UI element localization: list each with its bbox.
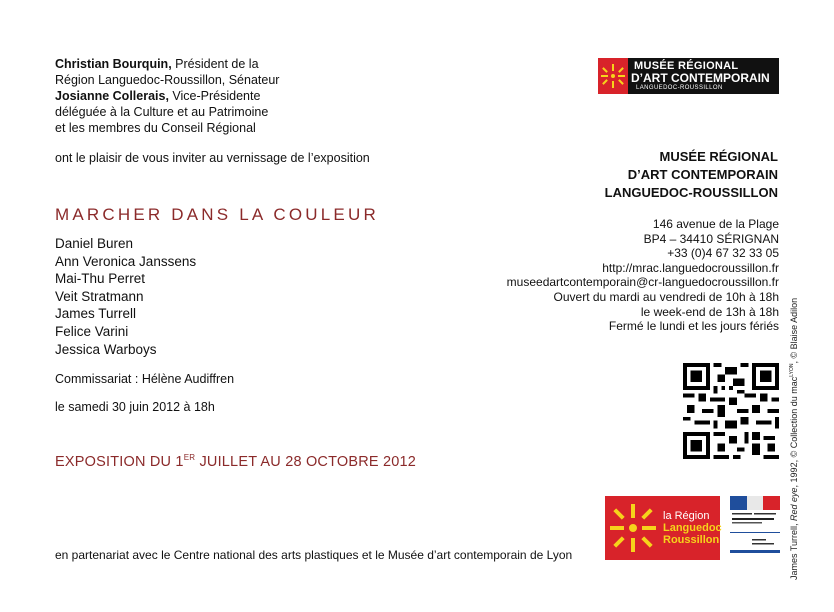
credit-prefix: James Turrell, [789, 520, 799, 580]
artist-item: Veit Stratmann [55, 288, 144, 304]
artist-item: Felice Varini [55, 323, 129, 339]
hosts-block [55, 56, 279, 136]
region-line-3: Roussillon [663, 534, 720, 546]
partnership-text: en partenariat avec le Centre national des arts plastiques et le Musée d’art contemporain de Lyon [55, 548, 573, 562]
museum-name-line: D’ART CONTEMPORAIN [627, 167, 778, 182]
postal-line: BP4 – 34410 SÉRIGNAN [643, 231, 779, 246]
dates-sup: ER [183, 453, 196, 462]
hours-line: Fermé le lundi et les jours fériés [608, 319, 779, 334]
host-line-5: et les membres du Conseil Régional [55, 121, 256, 135]
address-line: 146 avenue de la Plage [652, 217, 779, 231]
host-line-1 [55, 56, 279, 72]
sun-cross-icon [598, 58, 628, 94]
region-logo [605, 496, 720, 560]
logo-line-1: MUSÉE RÉGIONAL [634, 60, 739, 72]
qr-code-icon[interactable] [683, 363, 779, 459]
logo-line-2: D’ART CONTEMPORAIN [631, 71, 770, 85]
region-line-1: la Région [663, 510, 710, 522]
credit-sup: LYON [789, 363, 795, 377]
host-line-4: déléguée à la Culture et au Patrimoine [55, 105, 269, 119]
museum-name-line: MUSÉE RÉGIONAL [659, 149, 778, 164]
opening-date: le samedi 30 juin 2012 à 18h [55, 400, 215, 414]
artist-item: James Turrell [55, 306, 137, 322]
hours-line: le week-end de 13h à 18h [640, 304, 779, 319]
website-link[interactable]: http://mrac.languedocroussillon.fr [602, 260, 779, 275]
email-link[interactable]: museedartcontemporain@cr-languedocroussillon.fr [506, 275, 779, 290]
logo-line-3: LANGUEDOC-ROUSSILLON [636, 85, 723, 91]
contact-block [507, 217, 779, 334]
phone-line: +33 (0)4 67 32 33 05 [667, 246, 779, 261]
host-line-3 [55, 88, 279, 104]
exhibition-title: MARCHER DANS LA COULEUR [55, 205, 379, 224]
artist-item: Daniel Buren [55, 236, 134, 251]
dates-suffix: JUILLET AU 28 OCTOBRE 2012 [195, 454, 417, 470]
artist-item: Jessica Warboys [55, 341, 157, 357]
museum-name [605, 148, 778, 202]
artist-item: Mai-Thu Perret [55, 271, 146, 287]
photo-credit [789, 260, 803, 580]
marianne-flag-icon [730, 496, 780, 560]
host-role: Président de la [171, 57, 259, 71]
artist-item: Ann Veronica Janssens [55, 253, 197, 269]
region-wordmark [663, 510, 722, 546]
host-name-bourquin: Christian Bourquin, [55, 57, 172, 71]
museum-logo [598, 58, 779, 94]
credit-work-title: Red eye [789, 487, 799, 521]
museum-name-line: LANGUEDOC-ROUSSILLON [604, 185, 778, 200]
dates-prefix: EXPOSITION DU 1 [55, 454, 184, 470]
host-line-2: Région Languedoc-Roussillon, Sénateur [55, 73, 280, 87]
credit-suffix: , 1992, © Collection du mac [789, 376, 799, 488]
host-name-collerais: Josianne Collerais, [55, 89, 169, 103]
artist-list [55, 235, 196, 358]
logo-emblem [598, 58, 628, 94]
region-line-2: Languedoc [663, 522, 722, 534]
logo-wordmark [628, 58, 779, 94]
credit-end: , © Blaise Adilon [789, 297, 799, 364]
region-sun-cross-icon [605, 496, 661, 560]
exhibition-dates [55, 453, 416, 470]
curator-text: Commissariat : Hélène Audiffren [55, 372, 235, 386]
host-role: Vice-Présidente [168, 89, 261, 103]
ministry-logo [730, 496, 780, 560]
hours-line: Ouvert du mardi au vendredi de 10h à 18h [553, 289, 779, 304]
invitation-text: ont le plaisir de vous inviter au vernissage de l’exposition [55, 151, 370, 165]
